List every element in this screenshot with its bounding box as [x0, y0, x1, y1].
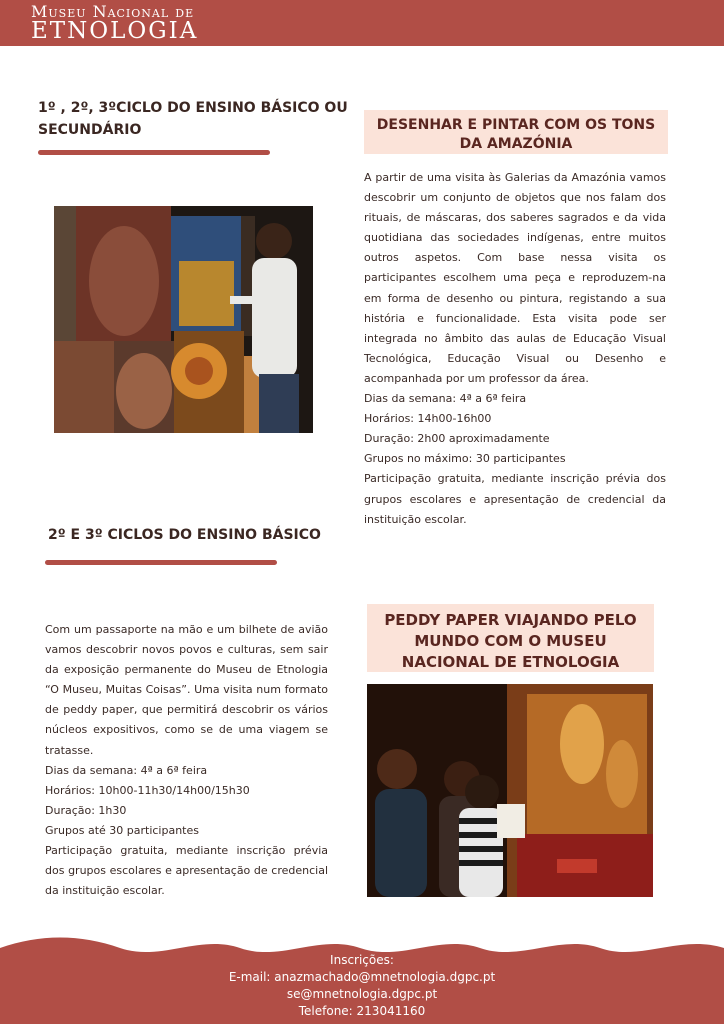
section2-divider	[45, 560, 277, 565]
museum-logo-line2: ETNOLOGIA	[31, 18, 199, 44]
section2-groups: Grupos até 30 participantes	[45, 823, 199, 837]
section2-description: Com um passaporte na mão e um bilhete de avião vamos descobrir novos povos e culturas, sem sair da exposição permanente do Museu de Etnologia “O Museu, Muitas Coisas”. Uma visita num formato de peddy paper, que permitirá descobrir os vários núcleos expositivos, como se de uma viagem se tratasse.	[45, 623, 328, 757]
section1-heading: 1º , 2º, 3ºCICLO DO ENSINO BÁSICO OU SECUNDÁRIO	[38, 100, 348, 138]
museum-exhibition-photo	[367, 684, 653, 897]
activity-title-amazonia: DESENHAR E PINTAR COM OS TONS DA AMAZÓNIA	[364, 110, 668, 154]
footer-phone: Telefone: 213041160	[298, 1004, 426, 1018]
section2-participation: Participação gratuita, mediante inscrição prévia dos grupos escolares e apresentação de credencial da instituição escolar.	[45, 844, 328, 898]
section2-days: Dias da semana: 4ª a 6ª feira	[45, 763, 208, 777]
footer-email-secondary[interactable]: se@mnetnologia.dgpc.pt	[286, 987, 438, 1001]
header-band	[0, 0, 724, 46]
section1-description: A partir de uma visita às Galerias da Amazónia vamos descobrir um conjunto de objetos que nos falam dos rituais, de máscaras, dos saberes sagrados e da vida quotidiana das sociedades indígenas, entre muitos outros aspetos. Com base nessa visita os participantes escolhem uma peça e reproduzem-na em forma de desenho ou pintura, registando a sua história e funcionalidade. Esta visita pode ser integrada no âmbito das aulas de Educação Visual Tecnológica, Educação Visual ou Desenho e acompanhada por um professor da área.	[364, 171, 666, 385]
section1-body	[364, 168, 666, 530]
section1-days: Dias da semana: 4ª a 6ª feira	[364, 392, 527, 406]
museum-logo-line1: Museu Nacional de	[31, 2, 195, 21]
section1-divider	[38, 150, 270, 155]
section2-duration: Duração: 1h30	[45, 803, 127, 817]
section1-duration: Duração: 2h00 aproximadamente	[364, 432, 550, 446]
footer-label: Inscrições:	[330, 953, 394, 967]
section2-body	[45, 620, 328, 901]
amazonia-gallery-photo	[54, 206, 313, 433]
section1-participation: Participação gratuita, mediante inscrição prévia dos grupos escolares e apresentação de credencial da instituição escolar.	[364, 472, 666, 526]
footer-email[interactable]: E-mail: anazmachado@mnetnologia.dgpc.pt	[228, 970, 496, 984]
activity-title-peddy-paper: PEDDY PAPER VIAJANDO PELO MUNDO COM O MUSEU NACIONAL DE ETNOLOGIA	[367, 604, 654, 672]
section2-hours: Horários: 10h00-11h30/14h00/15h30	[45, 783, 250, 797]
section1-hours: Horários: 14h00-16h00	[364, 412, 492, 426]
section1-groups: Grupos no máximo: 30 participantes	[364, 452, 566, 466]
section2-heading: 2º E 3º CICLOS DO ENSINO BÁSICO	[48, 527, 321, 543]
